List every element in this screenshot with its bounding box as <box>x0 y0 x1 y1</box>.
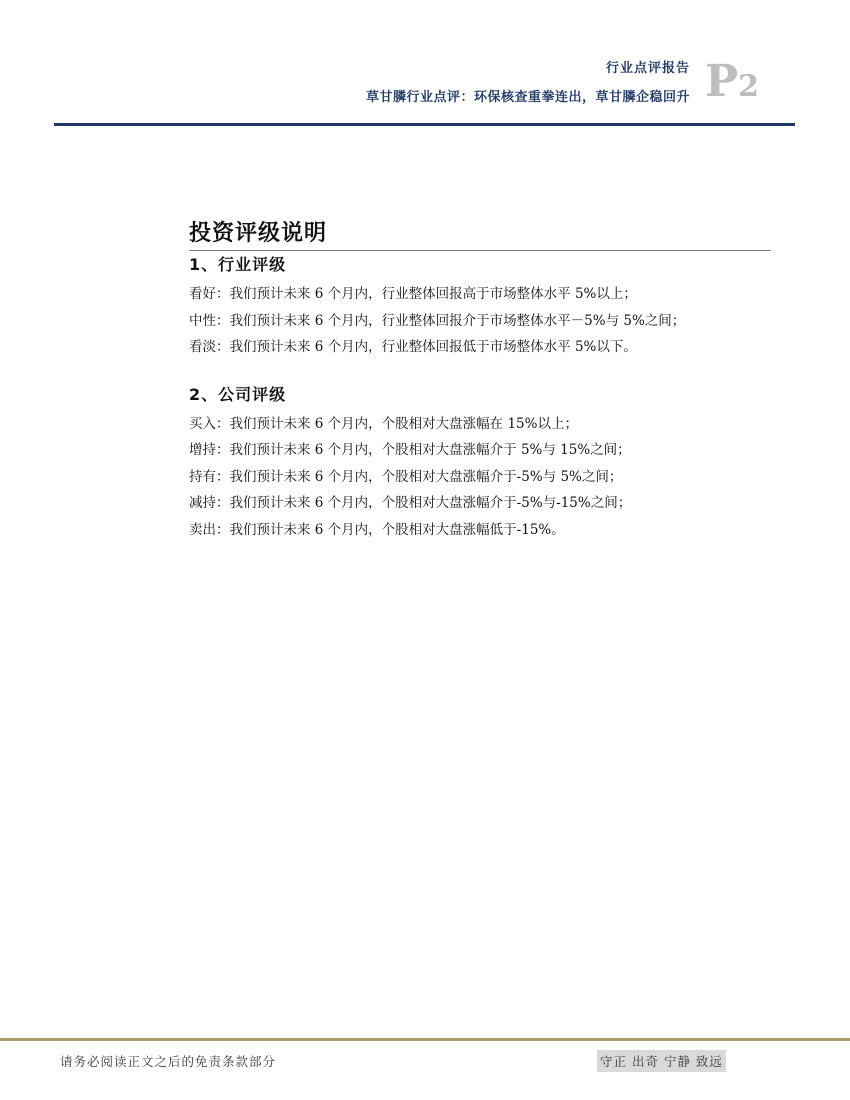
company-rating-line: 增持：我们预计未来 6 个月内，个股相对大盘涨幅介于 5%与 15%之间； <box>189 442 631 458</box>
report-type-label: 行业点评报告 <box>605 61 690 76</box>
company-rating-line: 卖出：我们预计未来 6 个月内，个股相对大盘涨幅低于-15%。 <box>189 521 565 538</box>
footer-divider <box>0 1038 850 1041</box>
footer-disclaimer: 请务必阅读正文之后的免责条款部分 <box>60 1054 277 1069</box>
header-divider <box>54 123 795 126</box>
company-rating-line: 持有：我们预计未来 6 个月内，个股相对大盘涨幅介于-5%与 5%之间； <box>189 468 623 485</box>
company-rating-heading: 2、公司评级 <box>189 384 287 404</box>
page-number <box>705 56 759 107</box>
page-number-value: 2 <box>738 69 759 104</box>
industry-rating-line: 看淡：我们预计未来 6 个月内，行业整体回报低于市场整体水平 5%以下。 <box>189 339 637 355</box>
industry-rating-block <box>189 253 771 361</box>
industry-rating-heading: 1、行业评级 <box>189 255 287 274</box>
footer-motto: 守正 出奇 宁静 致远 <box>597 1050 726 1072</box>
company-rating-line: 买入：我们预计未来 6 个月内，个股相对大盘涨幅在 15%以上； <box>189 415 578 432</box>
industry-rating-line: 中性：我们预计未来 6 个月内，行业整体回报介于市场整体水平－5%与 5%之间； <box>189 312 686 329</box>
company-rating-line: 减持：我们预计未来 6 个月内，个股相对大盘涨幅介于-5%与-15%之间； <box>189 495 632 511</box>
page-number-prefix: P <box>705 56 739 107</box>
industry-rating-line: 看好：我们预计未来 6 个月内，行业整体回报高于市场整体水平 5%以上； <box>189 286 637 302</box>
report-title: 草甘膦行业点评：环保核查重拳连出，草甘膦企稳回升 <box>365 90 690 105</box>
company-rating-block <box>189 383 771 544</box>
main-content <box>189 218 771 543</box>
section-heading: 投资评级说明 <box>189 218 771 251</box>
